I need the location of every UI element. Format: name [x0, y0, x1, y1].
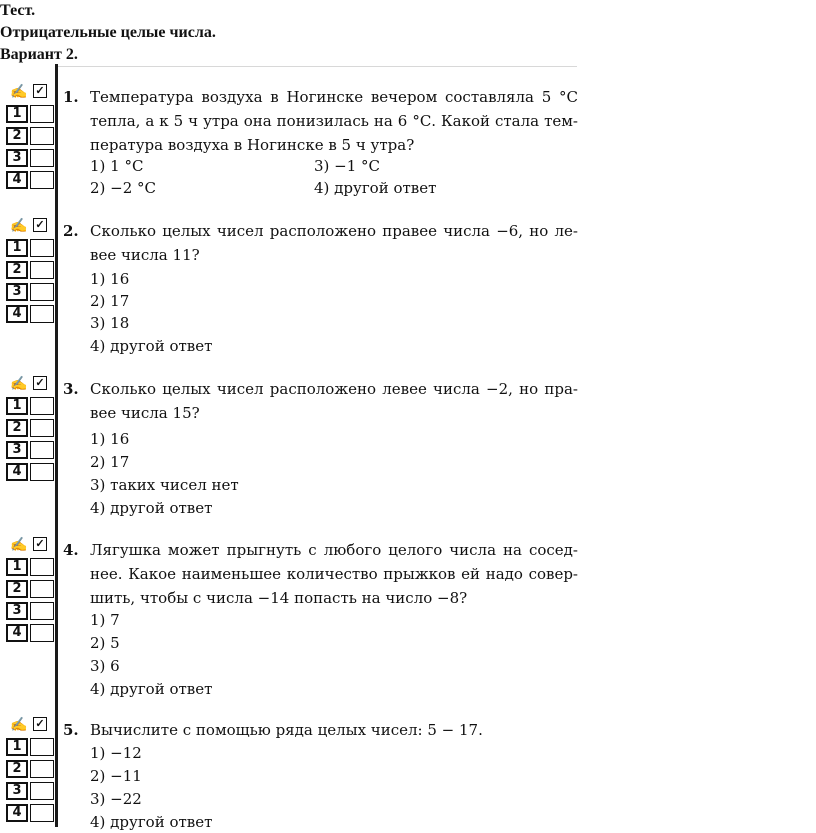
question-line: вее числа 11? [90, 246, 200, 264]
checkbox-icon: ✓ [33, 537, 47, 551]
answer-box-label: 3 [6, 602, 28, 620]
question-number: 3. [63, 380, 79, 398]
answer-blank[interactable] [30, 239, 54, 257]
option-1: 1) 16 [90, 430, 130, 448]
answer-box-label: 4 [6, 463, 28, 481]
option-2: 2) 17 [90, 453, 130, 471]
option-3: 3) 18 [90, 314, 130, 332]
checkbox-icon: ✓ [33, 717, 47, 731]
answer-box-label: 2 [6, 419, 28, 437]
answer-blank[interactable] [30, 105, 54, 123]
answer-blank[interactable] [30, 558, 54, 576]
answer-blank[interactable] [30, 149, 54, 167]
answer-box-label: 3 [6, 149, 28, 167]
option-1: 1) 16 [90, 270, 130, 288]
answer-blank[interactable] [30, 441, 54, 459]
question-line: Температура воздуха в Ногинске вечером составляла 5 °С [90, 88, 578, 106]
question-line: нее. Какое наименьшее количество прыжков ей надо совер- [90, 565, 578, 583]
answer-box-label: 2 [6, 127, 28, 145]
option-1: 1) 1 °С [90, 157, 144, 175]
pencil-icon: ✍ [10, 537, 28, 553]
answer-box-label: 3 [6, 441, 28, 459]
option-4: 4) другой ответ [314, 179, 437, 197]
answer-box-label: 1 [6, 239, 28, 257]
answer-blank[interactable] [30, 463, 54, 481]
question-line: вее числа 15? [90, 404, 200, 422]
answer-blank[interactable] [30, 305, 54, 323]
option-1: 1) −12 [90, 744, 142, 762]
answer-blank[interactable] [30, 283, 54, 301]
question-line: Вычислите с помощью ряда целых чисел: 5 − 17. [90, 721, 483, 739]
answer-blank[interactable] [30, 127, 54, 145]
question-line: пература воздуха в Ногинске в 5 ч утра? [90, 136, 415, 154]
question-text [90, 377, 578, 425]
pencil-icon: ✍ [10, 84, 28, 100]
answer-blank[interactable] [30, 804, 54, 822]
answer-box-label: 2 [6, 760, 28, 778]
option-4: 4) другой ответ [90, 813, 213, 831]
option-1: 1) 7 [90, 611, 120, 629]
checkbox-icon: ✓ [33, 376, 47, 390]
checkbox-icon: ✓ [33, 84, 47, 98]
question-number: 5. [63, 721, 79, 739]
answer-box-label: 2 [6, 261, 28, 279]
variant-title: Вариант 2. [0, 46, 78, 63]
option-2: 2) −11 [90, 767, 142, 785]
answer-blank[interactable] [30, 261, 54, 279]
answer-blank[interactable] [30, 782, 54, 800]
answer-box-label: 1 [6, 558, 28, 576]
answer-box-label: 1 [6, 105, 28, 123]
topic-title: Отрицательные целые числа. [0, 24, 216, 41]
pencil-icon: ✍ [10, 376, 28, 392]
option-4: 4) другой ответ [90, 680, 213, 698]
question-text [90, 538, 578, 610]
question-text [90, 85, 578, 157]
answer-box-label: 4 [6, 804, 28, 822]
option-2: 2) 5 [90, 634, 120, 652]
answer-blank[interactable] [30, 419, 54, 437]
question-line: Сколько целых чисел расположено правее числа −6, но ле- [90, 222, 578, 240]
pencil-icon: ✍ [10, 218, 28, 234]
answer-box-label: 3 [6, 283, 28, 301]
answer-box-label: 2 [6, 580, 28, 598]
answer-box-label: 4 [6, 171, 28, 189]
answer-box-label: 1 [6, 397, 28, 415]
answer-blank[interactable] [30, 760, 54, 778]
answer-box-label: 3 [6, 782, 28, 800]
option-2: 2) −2 °С [90, 179, 157, 197]
question-line: Сколько целых чисел расположено левее числа −2, но пра- [90, 380, 578, 398]
top-divider [57, 66, 577, 67]
margin-rule [55, 64, 58, 827]
question-number: 2. [63, 222, 79, 240]
question-line: тепла, а к 5 ч утра она понизилась на 6 °С. Какой стала тем- [90, 112, 578, 130]
answer-blank[interactable] [30, 397, 54, 415]
option-3: 3) таких чисел нет [90, 476, 239, 494]
option-4: 4) другой ответ [90, 337, 213, 355]
answer-blank[interactable] [30, 580, 54, 598]
answer-blank[interactable] [30, 602, 54, 620]
question-line: шить, чтобы с числа −14 попасть на число −8? [90, 589, 468, 607]
test-title: Тест. [0, 2, 36, 19]
answer-box-label: 4 [6, 624, 28, 642]
answer-blank[interactable] [30, 738, 54, 756]
checkbox-icon: ✓ [33, 218, 47, 232]
option-3: 3) 6 [90, 657, 120, 675]
option-3: 3) −1 °С [314, 157, 381, 175]
question-line: Лягушка может прыгнуть с любого целого числа на сосед- [90, 541, 578, 559]
question-text [90, 219, 578, 267]
answer-box-label: 1 [6, 738, 28, 756]
question-number: 1. [63, 88, 79, 106]
answer-blank[interactable] [30, 624, 54, 642]
option-2: 2) 17 [90, 292, 130, 310]
question-number: 4. [63, 541, 79, 559]
option-4: 4) другой ответ [90, 499, 213, 517]
question-text [90, 718, 578, 742]
pencil-icon: ✍ [10, 717, 28, 733]
answer-blank[interactable] [30, 171, 54, 189]
answer-box-label: 4 [6, 305, 28, 323]
option-3: 3) −22 [90, 790, 142, 808]
